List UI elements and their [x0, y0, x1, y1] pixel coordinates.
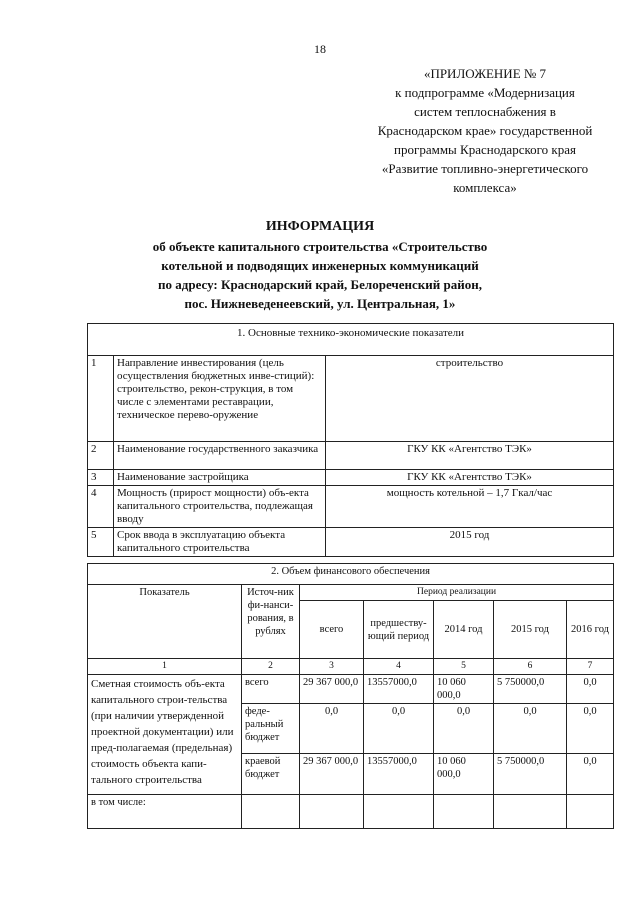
section2-title: 2. Объем финансового обеспечения — [88, 564, 614, 585]
row-value: мощность котельной – 1,7 Гкал/час — [326, 486, 614, 528]
subtitle-line: пос. Нижневеденеевский, ул. Центральная, 1» — [184, 296, 456, 311]
subtitle-line: котельной и подводящих инженерных коммуникаций — [161, 258, 479, 273]
total-cell: 29 367 000,0 — [300, 754, 364, 795]
row-value: 2015 год — [326, 528, 614, 557]
row-value: ГКУ КК «Агентство ТЭК» — [326, 470, 614, 486]
empty-cell — [434, 795, 494, 829]
row-number: 2 — [88, 442, 114, 470]
table-row — [88, 675, 614, 704]
y2016-cell: 0,0 — [567, 754, 614, 795]
header-source: Источ-ник фи-нанси-рования, в рублях — [242, 585, 300, 659]
source-cell: феде-ральный бюджет — [242, 704, 300, 754]
appendix-line: «Развитие топливно-энергетического — [381, 161, 589, 176]
y2014-cell: 0,0 — [434, 704, 494, 754]
subtitle-line: по адресу: Краснодарский край, Белореченский район, — [158, 277, 482, 292]
row-number: 3 — [88, 470, 114, 486]
row-value: ГКУ КК «Агентство ТЭК» — [326, 442, 614, 470]
including-label: в том числе: — [88, 795, 242, 829]
page-number: 18 — [314, 42, 326, 56]
document-title: ИНФОРМАЦИЯ — [265, 219, 375, 234]
y2016-cell: 0,0 — [567, 704, 614, 754]
appendix-line: «ПРИЛОЖЕНИЕ № 7 — [423, 66, 547, 81]
appendix-header — [340, 64, 630, 197]
column-number: 6 — [494, 659, 567, 675]
source-cell: краевой бюджет — [242, 754, 300, 795]
previous-cell: 0,0 — [364, 704, 434, 754]
financing-table — [87, 563, 614, 829]
row-value: строительство — [326, 356, 614, 442]
row-label: Наименование застройщика — [114, 470, 326, 486]
source-cell: всего — [242, 675, 300, 704]
previous-cell: 13557000,0 — [364, 754, 434, 795]
column-number: 7 — [567, 659, 614, 675]
row-label: Мощность (прирост мощности) объ-екта капитального строительства, подлежащая вводу — [114, 486, 326, 528]
header-indicator: Показатель — [88, 585, 242, 659]
column-number: 3 — [300, 659, 364, 675]
subtitle-line: об объекте капитального строительства «Строительство — [152, 239, 488, 254]
empty-cell — [242, 795, 300, 829]
row-number: 1 — [88, 356, 114, 442]
appendix-line: Краснодарском крае» государственной — [377, 123, 593, 138]
y2014-cell: 10 060 000,0 — [434, 675, 494, 704]
table-row — [88, 442, 614, 470]
y2014-cell: 10 060 000,0 — [434, 754, 494, 795]
indicator-text: Сметная стоимость объ-екта капитального строи-тельства (при наличии утвержденной проектной документации) или пред-полагаемая (предельная) стоимость объекта капи-тального строительства — [88, 675, 242, 795]
column-number: 4 — [364, 659, 434, 675]
row-label: Наименование государственного заказчика — [114, 442, 326, 470]
y2016-cell: 0,0 — [567, 675, 614, 704]
total-cell: 29 367 000,0 — [300, 675, 364, 704]
table-row — [88, 356, 614, 442]
row-label: Направление инвестирования (цель осуществления бюджетных инве-стиций): строительство, рекон-струкция, в том числе с элементами реставрации, техническое перево-оружение — [114, 356, 326, 442]
table-row — [88, 470, 614, 486]
table-row — [88, 486, 614, 528]
table-row — [88, 528, 614, 557]
column-number: 2 — [242, 659, 300, 675]
y2015-cell: 5 750000,0 — [494, 675, 567, 704]
header-2016: 2016 год — [567, 601, 614, 659]
technical-indicators-table — [87, 323, 614, 557]
header-total: всего — [300, 601, 364, 659]
header-2015: 2015 год — [494, 601, 567, 659]
previous-cell: 13557000,0 — [364, 675, 434, 704]
empty-cell — [494, 795, 567, 829]
section1-title: 1. Основные технико-экономические показатели — [88, 324, 614, 356]
header-2014: 2014 год — [434, 601, 494, 659]
row-number: 5 — [88, 528, 114, 557]
total-cell: 0,0 — [300, 704, 364, 754]
appendix-line: комплекса» — [453, 180, 517, 195]
column-number: 5 — [434, 659, 494, 675]
row-number: 4 — [88, 486, 114, 528]
appendix-line: программы Краснодарского края — [394, 142, 576, 157]
empty-cell — [364, 795, 434, 829]
header-period: Период реализации — [300, 585, 614, 601]
empty-cell — [300, 795, 364, 829]
y2015-cell: 5 750000,0 — [494, 754, 567, 795]
column-number: 1 — [88, 659, 242, 675]
y2015-cell: 0,0 — [494, 704, 567, 754]
empty-cell — [567, 795, 614, 829]
appendix-line: к подпрограмме «Модернизация — [395, 85, 575, 100]
header-previous: предшеству-ющий период — [364, 601, 434, 659]
table-row — [88, 795, 614, 829]
document-subtitle — [100, 237, 540, 313]
row-label: Срок ввода в эксплуатацию объекта капитального строительства — [114, 528, 326, 557]
appendix-line: систем теплоснабжения в — [414, 104, 556, 119]
